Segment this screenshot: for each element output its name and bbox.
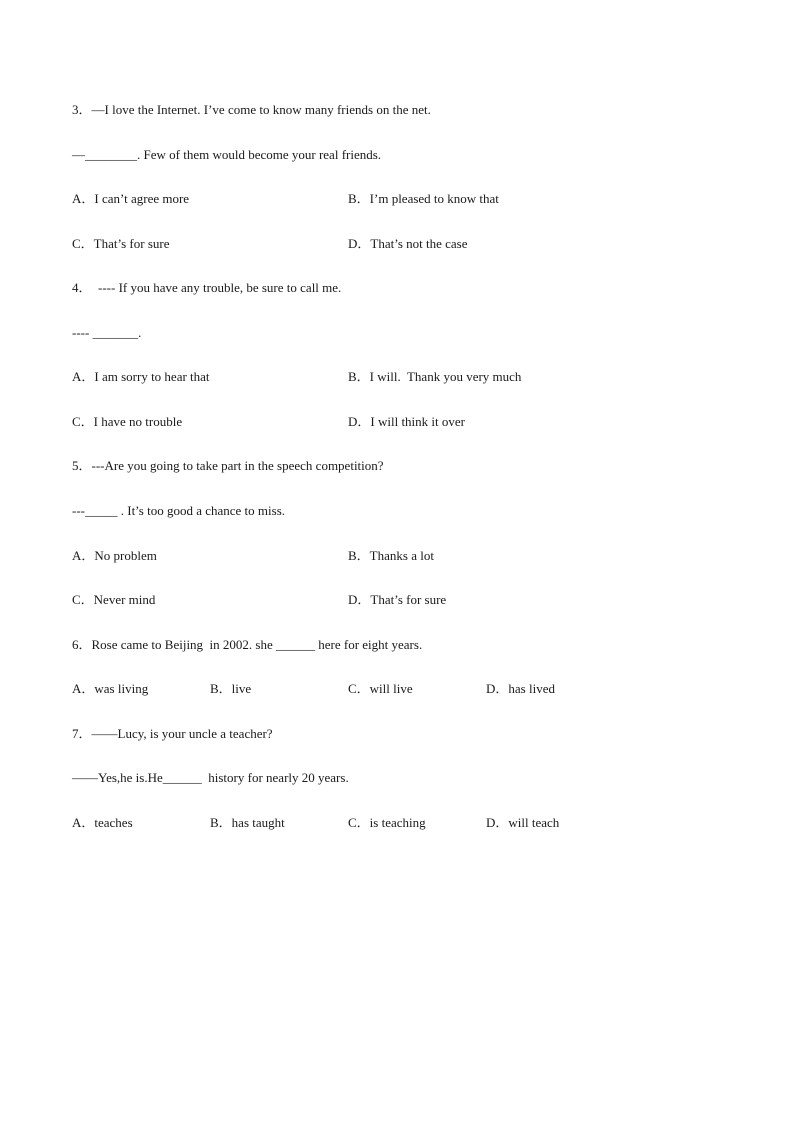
question-7-option-c: C．is teaching [348, 815, 426, 830]
question-3-option-c: C．That’s for sure [72, 236, 170, 251]
question-3-reply: —________. Few of them would become your real friends. [72, 147, 382, 162]
question-4-reply: ---- _______. [72, 325, 142, 340]
question-7-stem: 7．——Lucy, is your uncle a teacher? [72, 726, 273, 741]
question-5-option-d: D．That’s for sure [348, 592, 447, 607]
question-3-option-b: B．I’m pleased to know that [348, 191, 499, 206]
question-4-stem: 4． ---- If you have any trouble, be sure to call me. [72, 280, 342, 295]
question-5-option-b: B．Thanks a lot [348, 548, 434, 563]
question-6-option-c: C．will live [348, 681, 413, 696]
question-7-reply: ——Yes,he is.He______ history for nearly 20 years. [72, 770, 349, 785]
question-6-stem: 6．Rose came to Beijing in 2002. she ______ here for eight years. [72, 637, 423, 652]
question-7-option-a: A．teaches [72, 815, 133, 830]
question-5-reply: ---_____ . It’s too good a chance to miss. [72, 503, 286, 518]
question-4-option-d: D．I will think it over [348, 414, 465, 429]
question-4-option-a: A．I am sorry to hear that [72, 369, 210, 384]
question-3-option-a: A．I can’t agree more [72, 191, 190, 206]
question-5-option-a: A．No problem [72, 548, 157, 563]
question-7-option-b: B．has taught [210, 815, 285, 830]
question-7-option-d: D．will teach [486, 815, 560, 830]
question-3-option-d: D．That’s not the case [348, 236, 468, 251]
question-6-option-b: B．live [210, 681, 252, 696]
question-3-stem: 3．—I love the Internet. I’ve come to know many friends on the net. [72, 102, 431, 117]
question-6-option-a: A．was living [72, 681, 149, 696]
question-4-option-c: C．I have no trouble [72, 414, 183, 429]
question-6-option-d: D．has lived [486, 681, 555, 696]
question-5-stem: 5．---Are you going to take part in the speech competition? [72, 458, 384, 473]
question-4-option-b: B．I will. Thank you very much [348, 369, 522, 384]
question-5-option-c: C．Never mind [72, 592, 156, 607]
